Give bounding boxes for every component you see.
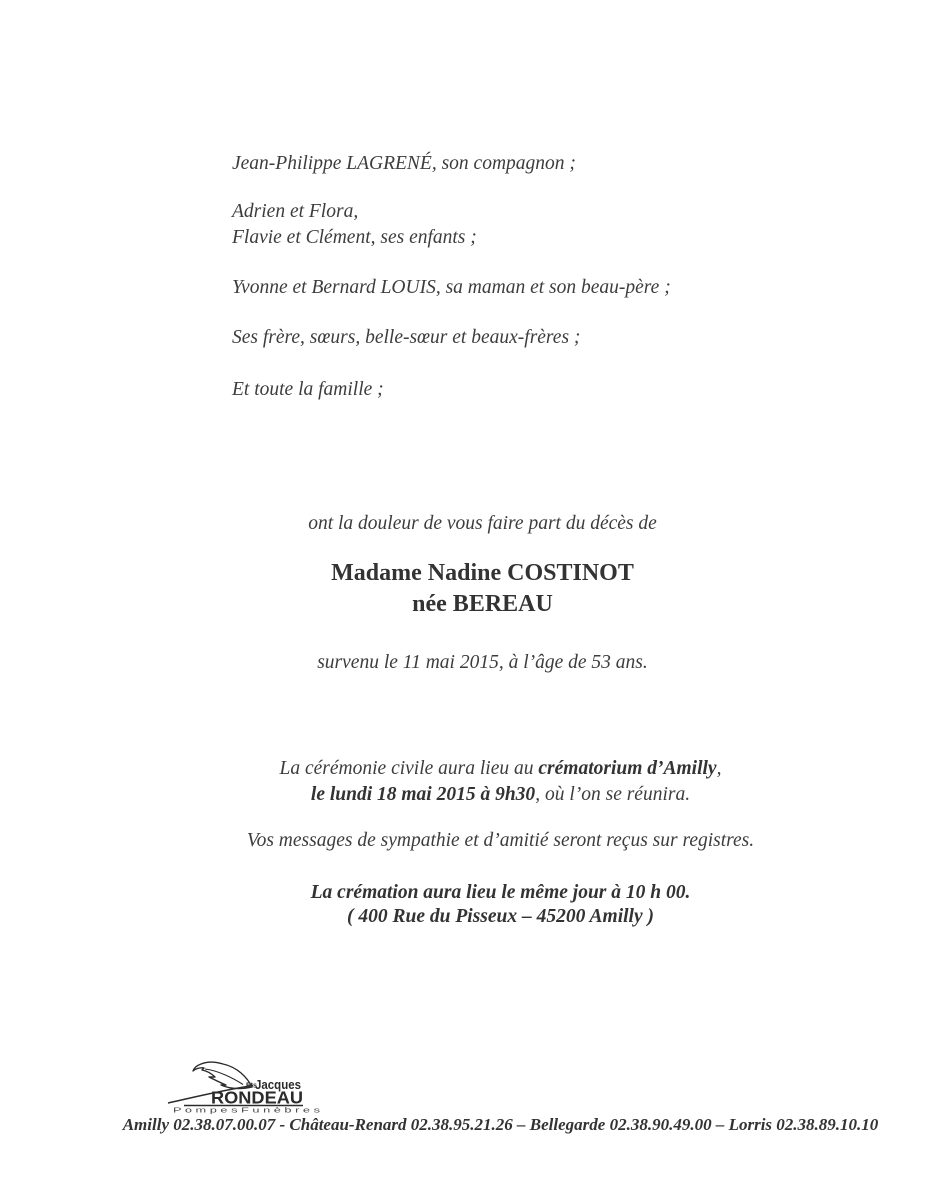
family-line-companion: Jean-Philippe LAGRENÉ, son compagnon ; <box>232 153 576 174</box>
dove-wing-icon <box>193 1062 252 1088</box>
deceased-maiden-name: née BEREAU <box>412 591 553 617</box>
logo-first-name: Jacques <box>255 1078 302 1092</box>
announcement-intro: ont la douleur de vous faire part du décès de <box>308 513 657 534</box>
ceremony-venue-prefix: La cérémonie civile aura lieu au <box>279 758 539 779</box>
logo-family-name: RONDEAU <box>211 1087 303 1108</box>
family-line-parents: Yvonne et Bernard LOUIS, sa maman et son beau-père ; <box>232 277 671 298</box>
family-line-siblings: Ses frère, sœurs, belle-sœur et beaux-frères ; <box>232 327 581 348</box>
deceased-name: Madame Nadine COSTINOT <box>331 560 634 586</box>
ceremony-time-suffix: , où l’on se réunira. <box>535 784 691 805</box>
ceremony-venue-name: crématorium d’Amilly <box>538 758 717 779</box>
ceremony-time-line <box>27 782 947 808</box>
ceremony-date-time: le lundi 18 mai 2015 à 9h30 <box>310 784 536 805</box>
funeral-home-logo <box>163 1056 333 1114</box>
footer-contacts: Amilly 02.38.07.00.07 - Château-Renard 02.38.95.21.26 – Bellegarde 02.38.90.49.00 – Lorris 02.38.89.10.10 <box>122 1115 879 1134</box>
logo-tagline: P o m p e s F u n è b r e s <box>173 1105 321 1114</box>
cremation-address-line: ( 400 Rue du Pisseux – 45200 Amilly ) <box>347 906 654 927</box>
condolence-messages-line: Vos messages de sympathie et d’amitié seront reçus sur registres. <box>246 830 755 851</box>
cremation-line: La crémation aura lieu le même jour à 10 h 00. <box>310 882 691 903</box>
family-line-whole-family: Et toute la famille ; <box>232 379 384 400</box>
death-date-line: survenu le 11 mai 2015, à l’âge de 53 ans. <box>317 652 648 673</box>
logo-ets-label: Ets <box>246 1082 257 1090</box>
family-line-children-1: Adrien et Flora, <box>232 201 359 222</box>
ceremony-venue-line <box>27 756 947 782</box>
family-line-children-2: Flavie et Clément, ses enfants ; <box>232 227 477 248</box>
ceremony-venue-suffix: , <box>716 758 722 779</box>
